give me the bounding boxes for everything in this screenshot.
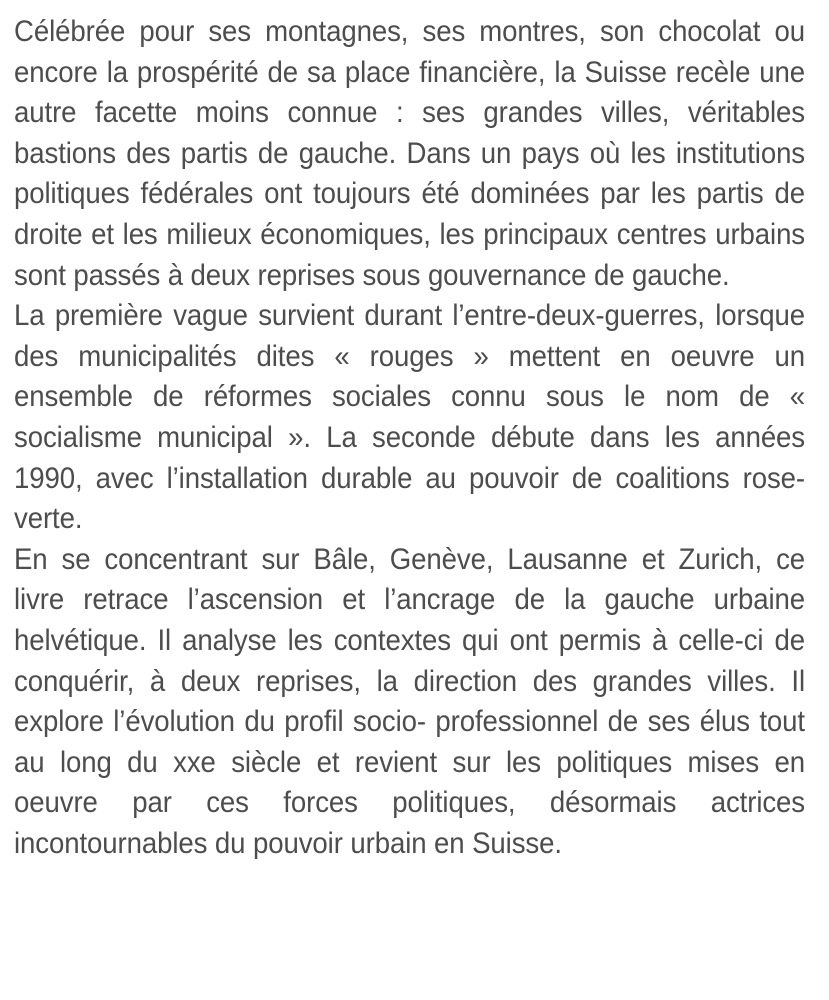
book-blurb-text xyxy=(14,12,805,864)
paragraph-3: En se concentrant sur Bâle, Genève, Lausanne et Zurich, ce livre retrace l’ascension et l’ancrage de la gauche urbaine helvétique. Il analyse les contextes qui ont permis à celle-ci de conquérir, à deux reprises, la direction des grandes villes. Il explore l’évolution du profil socio- professionnel de ses élus tout au long du xxe siècle et revient sur les politiques mises en oeuvre par ces forces politiques, désormais actrices incontournables du pouvoir urbain en Suisse. xyxy=(14,542,806,860)
paragraph-1: Célébrée pour ses montagnes, ses montres, son chocolat ou encore la prospérité de sa place financière, la Suisse recèle une autre facette moins connue : ses grandes villes, véritables bastions des partis de gauche. Dans un pays où les institutions politiques fédérales ont toujours été dominées par les partis de droite et les milieux économiques, les principaux centres urbains sont passés à deux reprises sous gouvernance de gauche. xyxy=(14,15,806,292)
paragraph-2: La première vague survient durant l’entre-deux-guerres, lorsque des municipalités dites « rouges » mettent en oeuvre un ensemble de réformes sociales connu sous le nom de « socialisme municipal ». La seconde débute dans les années 1990, avec l’installation durable au pouvoir de coalitions rose-verte. xyxy=(14,299,806,536)
